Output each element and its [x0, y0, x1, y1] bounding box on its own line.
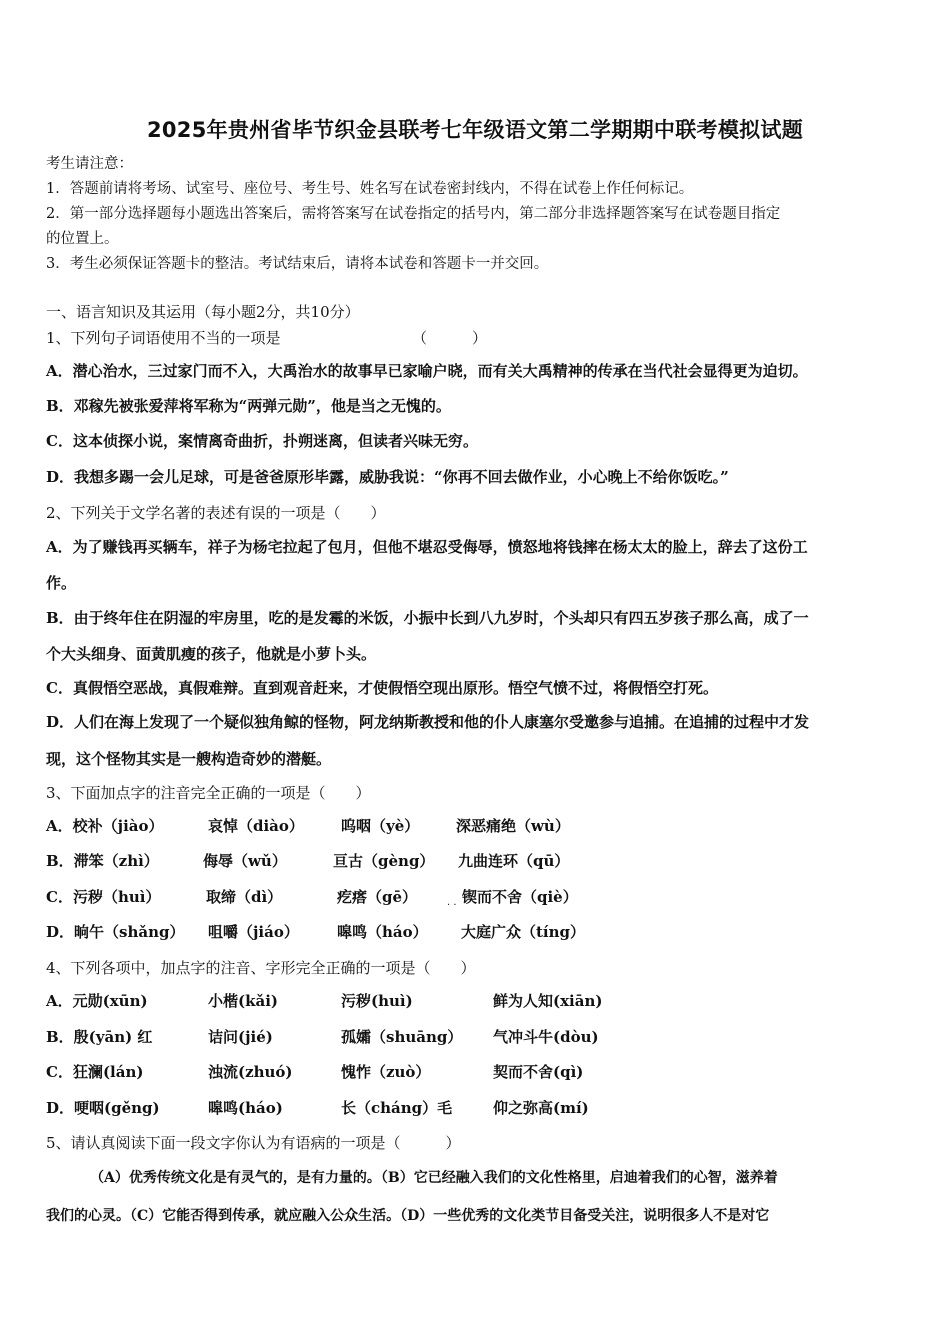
option-cell: 愧怍（zuò）	[341, 1063, 431, 1081]
option-cell: 浊流(zhuó)	[208, 1063, 293, 1081]
option-cell: 仰之弥高(mí)	[493, 1099, 589, 1117]
option-cell: 污秽(huì)	[341, 992, 413, 1010]
option-b-continued: 个大头细身、面黄肌瘦的孩子，他就是小萝卜头。	[46, 645, 377, 663]
option-cell: 嗥鸣(háo)	[208, 1099, 283, 1117]
notice-item: 的位置上。	[46, 231, 119, 247]
option-a: A．为了赚钱再买辆车，祥子为杨宅拉起了包月，但他不堪忍受侮辱，愤怒地将钱摔在杨太太的脸上，辞去了这份工	[46, 538, 808, 556]
option-cell: 咀嚼（jiáo）	[208, 923, 299, 941]
option-cell: 哀悼（diào）	[208, 817, 304, 835]
option-cell: C．狂澜(lán)	[46, 1063, 144, 1081]
option-cell: 九曲连环（qū）	[458, 852, 570, 870]
option-cell: 嗥鸣（háo）	[337, 923, 428, 941]
passage-line: （A）优秀传统文化是有灵气的，是有力量的。（B）它已经融入我们的文化性格里，启迪着我们的心智，滋养着	[90, 1170, 778, 1186]
option-cell: 契而不舍(qì)	[493, 1063, 584, 1081]
option-cell: 侮辱（wǔ）	[203, 852, 287, 870]
section-heading: 一、语言知识及其运用（每小题2分，共10分）	[46, 303, 360, 321]
option-c: C．真假悟空恶战，真假难辩。直到观音赶来，才使假悟空现出原形。悟空气愤不过，将假悟空打死。	[46, 679, 718, 697]
question-5-stem: 5、请认真阅读下面一段文字你认为有语病的一项是（ ）	[46, 1134, 461, 1152]
passage-line: 我们的心灵。（C）它能否得到传承，就应融入公众生活。（D）一些优秀的文化类节目备受关注，说明很多人不是对它	[46, 1208, 770, 1224]
option-cell: 气冲斗牛(dòu)	[493, 1028, 599, 1046]
option-cell: 疙瘩（gē）	[337, 888, 418, 906]
notice-item: 3．考生必须保证答题卡的整洁。考试结束后，请将本试卷和答题卡一并交回。	[46, 256, 549, 272]
notice-item: 2．第一部分选择题每小题选出答案后，需将答案写在试卷指定的括号内，第二部分非选择题答案写在试卷题目指定	[46, 206, 781, 222]
option-a-continued: 作。	[46, 574, 77, 592]
option-cell: A．校补（jiào）	[46, 817, 164, 835]
option-a: A．潜心治水，三过家门而不入，大禹治水的故事早已家喻户晓，而有关大禹精神的传承在当代社会显得更为迫切。	[46, 362, 808, 380]
question-4-stem: 4、下列各项中，加点字的注音、字形完全正确的一项是（ ）	[46, 959, 476, 977]
option-cell: D．哽咽(gěng)	[46, 1099, 160, 1117]
option-cell: 大庭广众（tíng）	[461, 923, 586, 941]
option-cell: A．元勋(xūn)	[46, 992, 148, 1010]
option-d: D．人们在海上发现了一个疑似独角鲸的怪物，阿龙纳斯教授和他的仆人康塞尔受邀参与追捕。在追捕的过程中才发	[46, 713, 810, 731]
option-cell: B．滞笨（zhì）	[46, 852, 159, 870]
option-c: C．这本侦探小说，案情离奇曲折，扑朔迷离，但读者兴味无穷。	[46, 432, 478, 450]
question-1-stem: 1、下列句子词语使用不当的一项是	[46, 329, 281, 347]
option-cell: 鲜为人知(xiān)	[493, 992, 603, 1010]
option-cell: B．殷(yān) 红	[46, 1028, 153, 1046]
option-cell: 呜咽（yè）	[341, 817, 420, 835]
question-2-stem: 2、下列关于文学名著的表述有误的一项是（ ）	[46, 504, 386, 522]
option-cell: D．晌午（shǎng）	[46, 923, 185, 941]
answer-paren: （ ）	[412, 329, 488, 347]
option-cell: C．污秽（huì）	[46, 888, 161, 906]
option-b: B．由于终年住在阴湿的牢房里，吃的是发霉的米饭，小振中长到八九岁时，个头却只有四五岁孩子那么高，成了一	[46, 609, 809, 627]
option-cell: 锲而不舍（qiè）	[462, 888, 578, 906]
option-d: D．我想多踢一会儿足球，可是爸爸原形毕露，威胁我说：“你再不回去做作业，小心晚上不给你饭吃。”	[46, 468, 729, 486]
exam-title: 2025年贵州省毕节织金县联考七年级语文第二学期期中联考模拟试题	[146, 118, 804, 142]
option-cell: 孤孀（shuāng）	[341, 1028, 463, 1046]
emphasis-dots: . .	[447, 897, 457, 908]
option-cell: 深恶痛绝（wù）	[456, 817, 570, 835]
option-cell: 取缔（dì）	[206, 888, 283, 906]
option-cell: 诘问(jié)	[208, 1028, 273, 1046]
option-cell: 长（cháng）毛	[341, 1099, 453, 1117]
question-3-stem: 3、下面加点字的注音完全正确的一项是（ ）	[46, 784, 371, 802]
notice-item: 1．答题前请将考场、试室号、座位号、考生号、姓名写在试卷密封线内，不得在试卷上作任何标记。	[46, 181, 694, 197]
option-cell: 小楷(kǎi)	[208, 992, 279, 1010]
option-b: B．邓稼先被张爱萍将军称为“两弹元勋”，他是当之无愧的。	[46, 397, 451, 415]
option-d-continued: 现，这个怪物其实是一艘构造奇妙的潜艇。	[46, 750, 332, 768]
option-cell: 亘古（gèng）	[333, 852, 435, 870]
notice-heading: 考生请注意：	[46, 156, 133, 172]
